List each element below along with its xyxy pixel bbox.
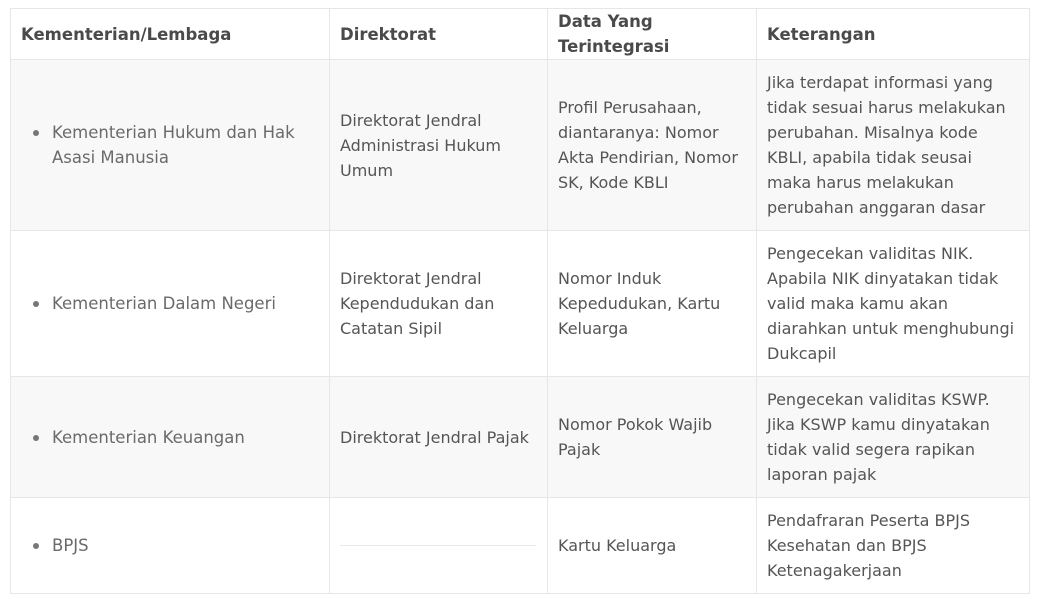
header-keterangan: Keterangan <box>757 9 1030 60</box>
cell-lembaga <box>11 231 330 377</box>
cell-lembaga <box>11 377 330 498</box>
header-kementerian: Kementerian/Lembaga <box>11 9 330 60</box>
cell-keterangan: Pendafraran Peserta BPJS Kesehatan dan BPJS Ketenagakerjaan <box>757 498 1030 594</box>
cell-lembaga <box>11 60 330 231</box>
integration-table-container <box>10 8 1029 594</box>
integration-table <box>10 8 1030 594</box>
empty-divider <box>340 545 536 546</box>
cell-direktorat: Direktorat Jendral Administrasi Hukum Umum <box>330 60 548 231</box>
cell-keterangan: Pengecekan validitas KSWP. Jika KSWP kamu dinyatakan tidak valid segera rapikan laporan pajak <box>757 377 1030 498</box>
table-header-row <box>11 9 1030 60</box>
header-data-terintegrasi: Data Yang Terintegrasi <box>548 9 757 60</box>
cell-direktorat <box>330 498 548 594</box>
lembaga-text: Kementerian Dalam Negeri <box>52 294 276 313</box>
bullet-icon <box>33 435 39 441</box>
cell-data: Nomor Induk Kepedudukan, Kartu Keluarga <box>548 231 757 377</box>
cell-data: Kartu Keluarga <box>548 498 757 594</box>
cell-keterangan: Pengecekan validitas NIK. Apabila NIK dinyatakan tidak valid maka kamu akan diarahkan untuk menghubungi Dukcapil <box>757 231 1030 377</box>
lembaga-text: Kementerian Keuangan <box>52 427 245 447</box>
bullet-icon <box>33 130 39 136</box>
bullet-icon <box>33 301 39 307</box>
cell-keterangan: Jika terdapat informasi yang tidak sesuai harus melakukan perubahan. Misalnya kode KBLI, apabila tidak seusai maka harus melakukan perubahan anggaran dasar <box>757 60 1030 231</box>
cell-data: Profil Perusahaan, diantaranya: Nomor Akta Pendirian, Nomor SK, Kode KBLI <box>548 60 757 231</box>
table-row <box>11 60 1030 231</box>
bullet-icon <box>33 543 39 549</box>
table-row <box>11 377 1030 498</box>
header-direktorat: Direktorat <box>330 9 548 60</box>
cell-direktorat: Direktorat Jendral Kependudukan dan Catatan Sipil <box>330 231 548 377</box>
lembaga-text: BPJS <box>52 536 89 555</box>
lembaga-text: Kementerian Hukum dan Hak Asasi Manusia <box>52 123 295 167</box>
table-row <box>11 231 1030 377</box>
cell-direktorat: Direktorat Jendral Pajak <box>330 377 548 498</box>
table-row <box>11 498 1030 594</box>
cell-data: Nomor Pokok Wajib Pajak <box>548 377 757 498</box>
cell-lembaga <box>11 498 330 594</box>
